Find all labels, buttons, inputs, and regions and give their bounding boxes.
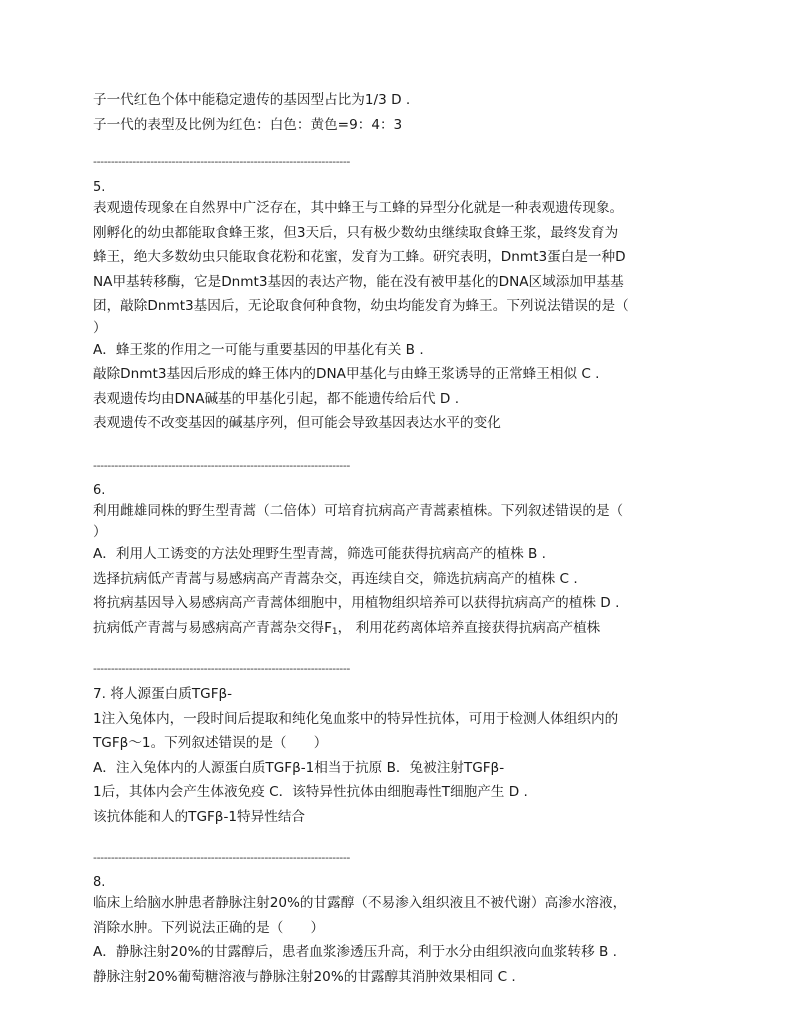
- question-text-line: 团，敲除Dnmt3基因后，无论取食何种食物，幼虫均能发育为蜂王。下列说法错误的是（: [93, 298, 629, 314]
- question-number: 6.: [93, 482, 106, 498]
- option-text: 抗病低产青蒿与易感病高产青蒿杂交得F: [93, 619, 332, 636]
- question-8: [93, 875, 703, 989]
- question-text-line: 1注入兔体内，一段时间后提取和纯化兔血浆中的特异性抗体，可用于检测人体组织内的: [93, 710, 619, 727]
- option-line: A．静脉注射20%的甘露醇后，患者血浆渗透压升高，利于水分由组织液向血浆转移 B .: [93, 944, 617, 960]
- question-text-line: ）: [93, 524, 107, 540]
- option-line: 该抗体能和人的TGFβ-1特异性结合: [93, 808, 306, 825]
- question-text-line: 7. 将人源蛋白质TGFβ-: [93, 686, 233, 702]
- document-page: [93, 88, 703, 989]
- question-text-line: ）: [93, 319, 107, 336]
- option-line: 敲除Dnmt3基因后形成的蜂王体内的DNA甲基化与由蜂王浆诱导的正常蜂王相似 C .: [93, 366, 600, 382]
- option-line: 子一代红色个体中能稳定遗传的基因型占比为1/3 D .: [93, 92, 411, 108]
- question-6: [93, 483, 703, 641]
- subscript: 1: [331, 626, 338, 637]
- option-line: A．注入兔体内的人源蛋白质TGFβ-1相当于抗原 B．兔被注射TGFβ-: [93, 759, 505, 776]
- option-line: 1后，其体内会产生体液免疫 C．该特异性抗体由细胞毒性T细胞产生 D .: [93, 784, 528, 800]
- question-text-line: 表观遗传现象在自然界中广泛存在，其中蜂王与工蜂的异型分化就是一种表观遗传现象。: [93, 200, 624, 216]
- option-text: ， 利用花药离体培养直接获得抗病高产植株: [337, 619, 601, 636]
- question-text-line: TGFβ～1。下列叙述错误的是（ ）: [93, 735, 328, 751]
- separator: ------------------------------------------------------------------------: [93, 851, 350, 864]
- separator: ------------------------------------------------------------------------: [93, 662, 350, 675]
- option-line: A．利用人工诱变的方法处理野生型青蒿，筛选可能获得抗病高产的植株 B .: [93, 546, 546, 562]
- option-line: 子一代的表型及比例为红色：白色：黄色=9：4：3: [93, 116, 403, 133]
- question-7: [93, 682, 703, 829]
- option-line: [93, 616, 703, 641]
- option-line: 将抗病基因导入易感病高产青蒿体细胞中，用植物组织培养可以获得抗病高产的植株 D .: [93, 595, 620, 611]
- question-number: 5.: [93, 180, 106, 195]
- question-text-line: 刚孵化的幼虫都能取食蜂王浆，但3天后，只有极少数幼虫继续取食蜂王浆，最终发育为: [93, 224, 619, 241]
- separator: ------------------------------------------------------------------------: [93, 155, 350, 168]
- question-5: [93, 180, 703, 436]
- question-text-line: 临床上给脑水肿患者静脉注射20%的甘露醇（不易渗入组织液且不被代谢）高渗水溶液，: [93, 895, 627, 911]
- option-line: 表观遗传不改变基因的碱基序列，但可能会导致基因表达水平的变化: [93, 415, 501, 431]
- question-text-line: 蜂王，绝大多数幼虫只能取食花粉和花蜜，发育为工蜂。研究表明，Dnmt3蛋白是一种D: [93, 249, 626, 265]
- option-line: 表观遗传均由DNA碱基的甲基化引起，都不能遗传给后代 D .: [93, 390, 460, 407]
- prev-question-options: [93, 88, 703, 137]
- option-line: A．蜂王浆的作用之一可能与重要基因的甲基化有关 B .: [93, 341, 424, 358]
- question-text-line: NA甲基转移酶，它是Dnmt3基因的表达产物，能在没有被甲基化的DNA区域添加甲基基: [93, 273, 624, 290]
- question-number: 8.: [93, 875, 106, 890]
- separator: ------------------------------------------------------------------------: [93, 458, 350, 472]
- question-text-line: 利用雌雄同株的野生型青蒿（二倍体）可培育抗病高产青蒿素植株。下列叙述错误的是（: [93, 502, 624, 519]
- question-text-line: 消除水肿。下列说法正确的是（ ）: [93, 919, 325, 936]
- option-line: 选择抗病低产青蒿与易感病高产青蒿杂交，再连续自交，筛选抗病高产的植株 C .: [93, 570, 578, 587]
- option-line: 静脉注射20%葡萄糖溶液与静脉注射20%的甘露醇其消肿效果相同 C .: [93, 968, 516, 985]
